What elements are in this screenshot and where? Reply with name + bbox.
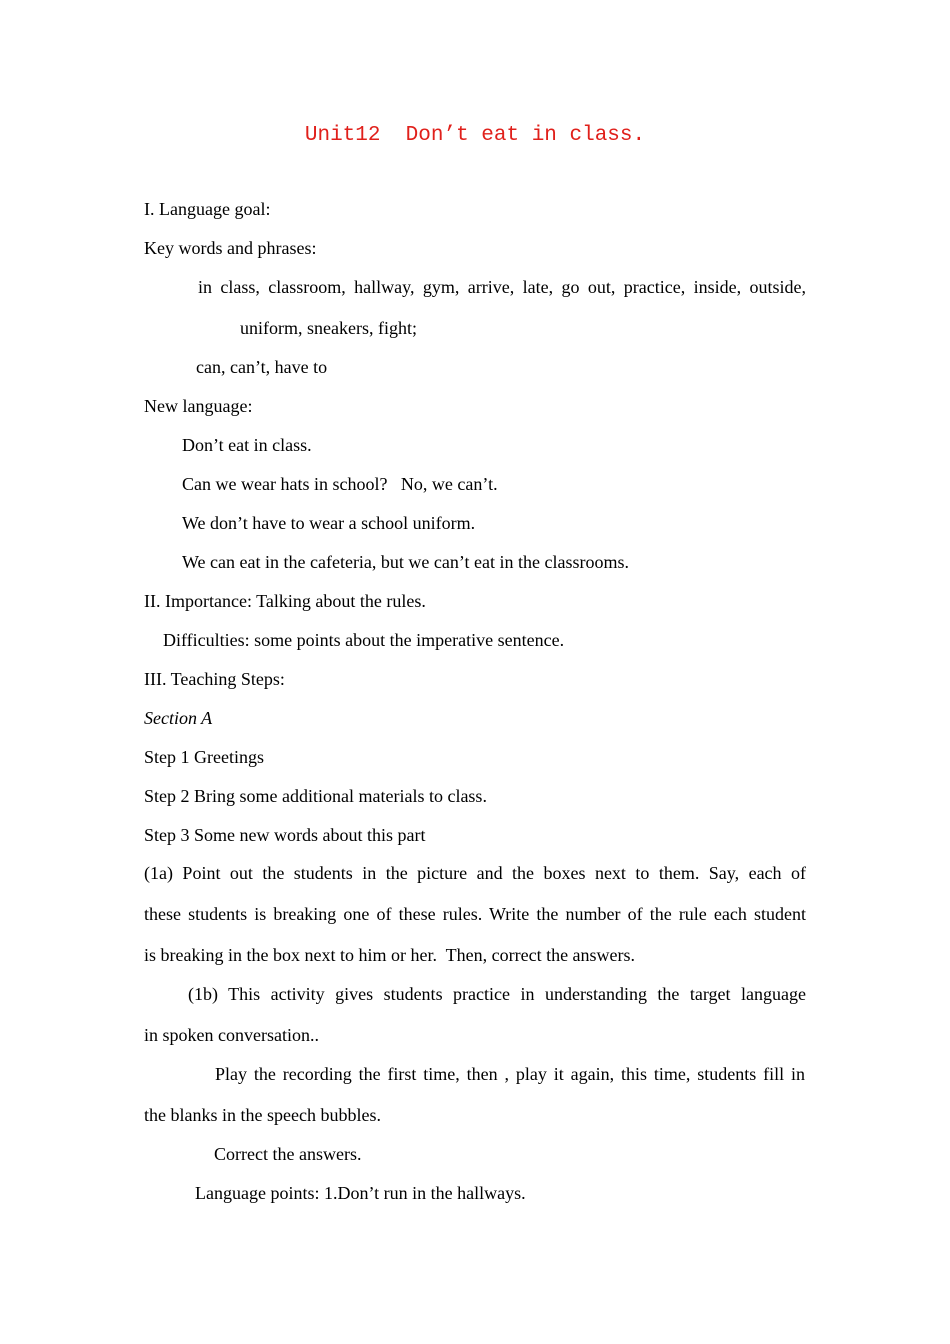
- new-language-line-3: We don’t have to wear a school uniform.: [182, 513, 476, 533]
- step-2-line: Step 2 Bring some additional materials to class.: [144, 786, 487, 806]
- page-title: Unit12 Don’t eat in class.: [304, 124, 646, 147]
- activity-1a-line-1: (1a) Point out the students in the picture and the boxes next to them. Say, each of: [144, 863, 806, 883]
- correct-answers-line: Correct the answers.: [214, 1144, 362, 1164]
- recording-line-2: the blanks in the speech bubbles.: [144, 1105, 381, 1125]
- step-3-line: Step 3 Some new words about this part: [144, 825, 426, 845]
- language-goal-heading: I. Language goal:: [144, 199, 271, 219]
- key-words-heading: Key words and phrases:: [144, 238, 317, 258]
- teaching-steps-heading: III. Teaching Steps:: [144, 669, 285, 689]
- key-words-line-3: can, can’t, have to: [196, 357, 328, 377]
- new-language-line-1: Don’t eat in class.: [182, 435, 312, 455]
- activity-1b-line-1: (1b) This activity gives students practice in understanding the target language: [188, 984, 806, 1004]
- key-words-line-1: in class, classroom, hallway, gym, arrive, late, go out, practice, inside, outside,: [198, 277, 806, 297]
- importance-line: II. Importance: Talking about the rules.: [144, 591, 426, 611]
- difficulties-line: Difficulties: some points about the imperative sentence.: [163, 630, 565, 650]
- recording-line-1: Play the recording the first time, then , play it again, this time, students fill in: [215, 1064, 805, 1084]
- new-language-heading: New language:: [144, 396, 253, 416]
- activity-1a-line-3: is breaking in the box next to him or her. Then, correct the answers.: [144, 945, 636, 965]
- key-words-line-2: uniform, sneakers, fight;: [240, 318, 417, 338]
- activity-1a-line-2: these students is breaking one of these rules. Write the number of the rule each student: [144, 904, 806, 924]
- language-points-line: Language points: 1.Don’t run in the hallways.: [195, 1183, 526, 1203]
- step-1-line: Step 1 Greetings: [144, 747, 264, 767]
- new-language-line-4: We can eat in the cafeteria, but we can’t eat in the classrooms.: [182, 552, 630, 572]
- new-language-line-2: Can we wear hats in school? No, we can’t.: [182, 474, 498, 494]
- section-a-heading: Section A: [144, 708, 213, 728]
- activity-1b-line-2: in spoken conversation..: [144, 1025, 319, 1045]
